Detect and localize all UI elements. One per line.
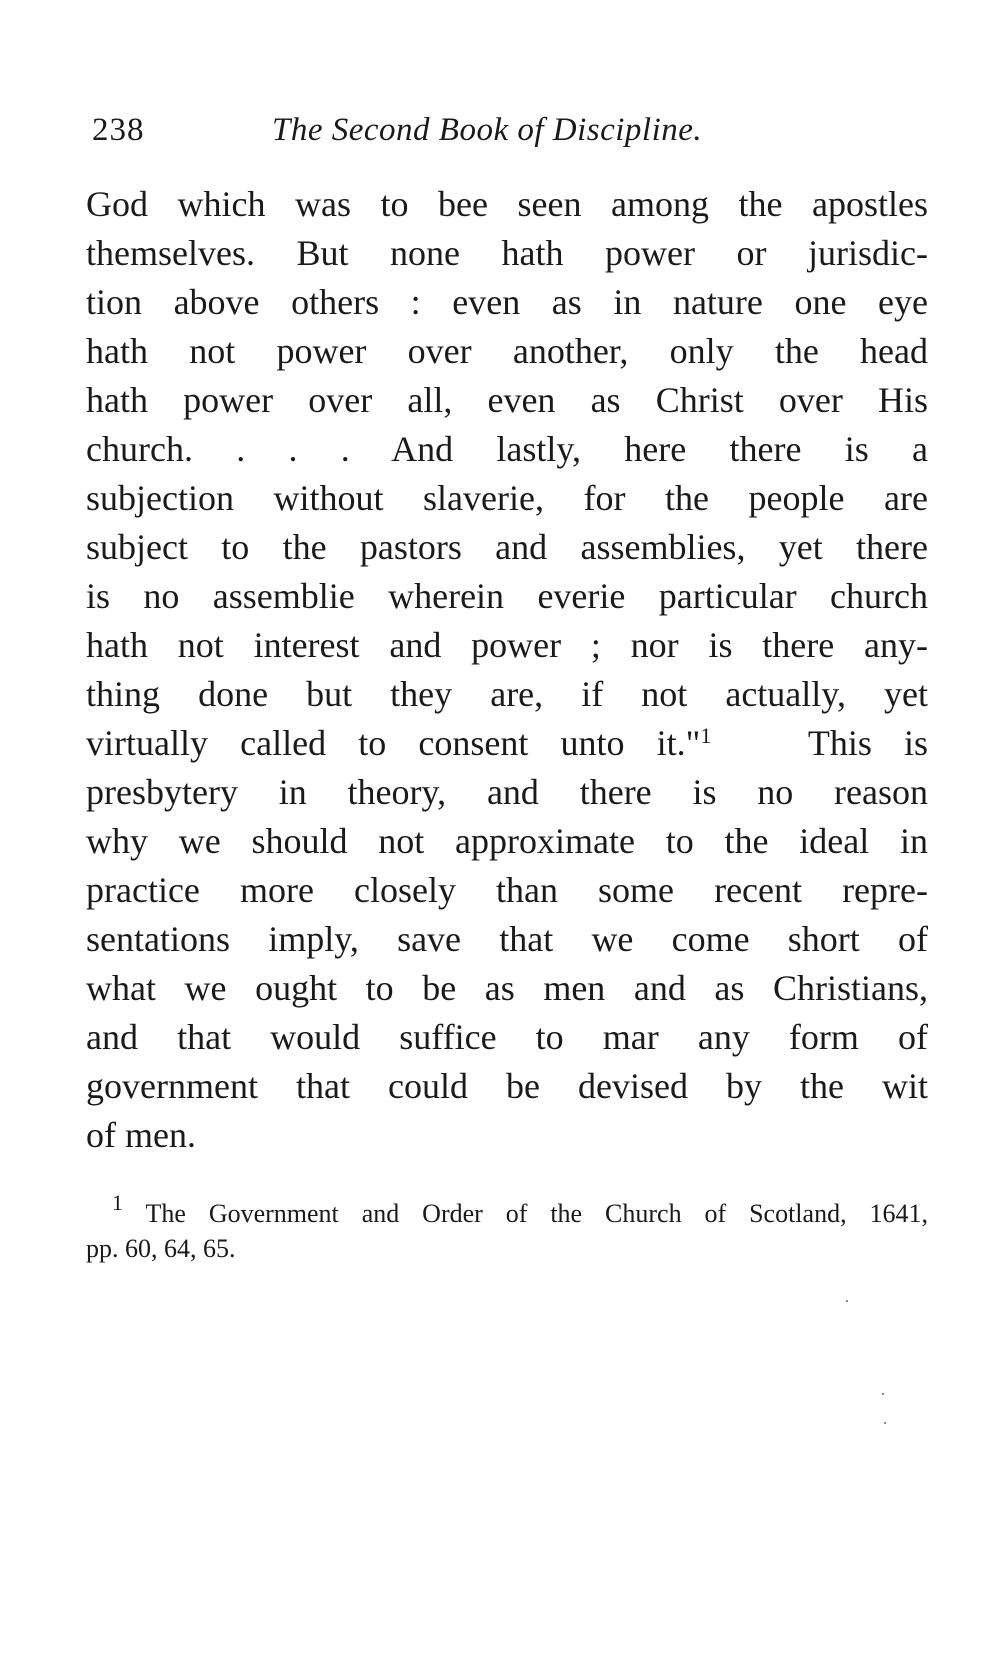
footnote-text: The Government and Order of the Church of Scotland, 1641, bbox=[145, 1199, 928, 1228]
text-line: why we should not approximate to the ideal in bbox=[86, 821, 928, 861]
text-line: and that would suffice to mar any form of bbox=[86, 1017, 928, 1057]
footnote bbox=[86, 1190, 928, 1266]
running-head bbox=[92, 105, 922, 155]
text-line: themselves. But none hath power or jurisdic- bbox=[86, 233, 928, 273]
text-line: of men. bbox=[86, 1115, 196, 1155]
text-line: practice more closely than some recent repre- bbox=[86, 870, 928, 910]
text-line: thing done but they are, if not actually, yet bbox=[86, 674, 928, 714]
print-speck bbox=[884, 1422, 886, 1424]
print-speck bbox=[882, 1393, 884, 1395]
text-line: hath power over all, even as Christ over His bbox=[86, 380, 928, 420]
text-line: hath not interest and power ; nor is there any- bbox=[86, 625, 928, 665]
footnote-reference[interactable]: 1 bbox=[700, 723, 712, 748]
text-line: tion above others : even as in nature one eye bbox=[86, 282, 928, 322]
text-line-segment: virtually called to consent unto it." bbox=[86, 723, 701, 763]
text-line: is no assemblie wherein everie particular church bbox=[86, 576, 928, 616]
text-line: hath not power over another, only the head bbox=[86, 331, 928, 371]
text-line-with-footnote-ref bbox=[86, 719, 928, 768]
book-title: The Second Book of Discipline. bbox=[272, 112, 703, 148]
footnote-marker: 1 bbox=[112, 1190, 123, 1215]
print-speck bbox=[846, 1300, 848, 1302]
text-line: subject to the pastors and assemblies, yet there bbox=[86, 527, 928, 567]
text-line: sentations imply, save that we come short of bbox=[86, 919, 928, 959]
text-line: church. . . . And lastly, here there is a bbox=[86, 429, 928, 469]
footnote-line: pp. 60, 64, 65. bbox=[86, 1234, 236, 1263]
text-line-segment: This is bbox=[807, 723, 928, 763]
text-line: subjection without slaverie, for the people are bbox=[86, 478, 928, 518]
text-line: what we ought to be as men and as Christians, bbox=[86, 968, 928, 1008]
footnote-line bbox=[112, 1190, 928, 1231]
page-number: 238 bbox=[92, 112, 145, 148]
body-text bbox=[86, 180, 928, 1160]
text-line: government that could be devised by the wit bbox=[86, 1066, 928, 1106]
text-line: God which was to bee seen among the apostles bbox=[86, 184, 928, 224]
text-line: presbytery in theory, and there is no reason bbox=[86, 772, 928, 812]
